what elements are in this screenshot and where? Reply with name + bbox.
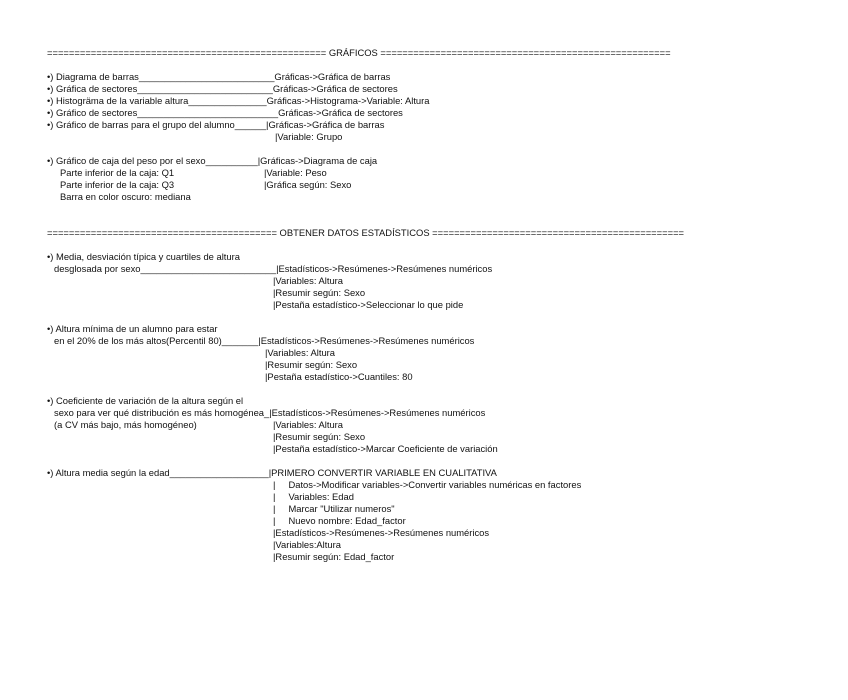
- text-line: •) Histogräma de la variable altura_______________Gráficas->Histograma->Variable: Altura: [47, 95, 430, 106]
- text-line: |Estadísticos->Resúmenes->Resúmenes numéricos: [273, 527, 490, 538]
- text-line: |Variable: Grupo: [275, 131, 343, 142]
- text-line: |Pestaña estadístico->Cuantiles: 80: [265, 371, 413, 382]
- text-line: | Marcar "Utilizar numeros": [273, 503, 395, 514]
- text-line: |Pestaña estadístico->Marcar Coeficiente de variación: [273, 443, 498, 454]
- text-line: |Variables: Altura: [265, 347, 336, 358]
- text-line: desglosada por sexo__________________________|Estadísticos->Resúmenes->Resúmenes numéricos: [54, 263, 493, 274]
- text-line: •) Coeficiente de variación de la altura según el: [47, 395, 244, 406]
- text-line: |Gráfica según: Sexo: [264, 179, 352, 190]
- text-line: |Pestaña estadístico->Seleccionar lo que pide: [273, 299, 464, 310]
- text-line: Parte inferior de la caja: Q1: [60, 167, 175, 178]
- text-line: =================================================== GRÁFICOS =====================================================: [47, 47, 671, 58]
- text-line: |Resumir según: Sexo: [265, 359, 358, 370]
- text-line: | Nuevo nombre: Edad_factor: [273, 515, 406, 526]
- text-line: |Resumir según: Sexo: [273, 431, 366, 442]
- text-line: (a CV más bajo, más homogéneo): [54, 419, 197, 430]
- text-line: Parte inferior de la caja: Q3: [60, 179, 175, 190]
- text-line: en el 20% de los más altos(Percentil 80)_______|Estadísticos->Resúmenes->Resúmenes numéricos: [54, 335, 475, 346]
- text-line: •) Gráfico de sectores___________________________Gráficas->Gráfica de sectores: [47, 107, 403, 118]
- text-line: •) Diagrama de barras__________________________Gráficas->Gráfica de barras: [47, 71, 391, 82]
- text-line: | Variables: Edad: [273, 491, 354, 502]
- text-line: |Resumir según: Edad_factor: [273, 551, 395, 562]
- text-line: •) Gráfica de sectores__________________________Gráficas->Gráfica de sectores: [47, 83, 398, 94]
- text-line: |Variables: Altura: [273, 419, 344, 430]
- text-line: •) Gráfico de caja del peso por el sexo__________|Gráficas->Diagrama de caja: [47, 155, 378, 166]
- text-line: | Datos->Modificar variables->Convertir variables numéricas en factores: [273, 479, 582, 490]
- text-line: |Variable: Peso: [264, 167, 327, 178]
- text-line: |Variables:Altura: [273, 539, 341, 550]
- text-line: •) Altura media según la edad___________________|PRIMERO CONVERTIR VARIABLE EN CUALITATIVA: [47, 467, 497, 478]
- text-line: |Resumir según: Sexo: [273, 287, 366, 298]
- text-line: |Variables: Altura: [273, 275, 344, 286]
- text-line: ========================================== OBTENER DATOS ESTADÍSTICOS ==============================================: [47, 227, 685, 238]
- text-line: •) Media, desviación típica y cuartiles de altura: [47, 251, 240, 262]
- text-line: •) Altura mínima de un alumno para estar: [47, 323, 218, 334]
- text-line: sexo para ver qué distribución es más homogénea_|Estadísticos->Resúmenes->Resúmenes numéricos: [54, 407, 486, 418]
- text-line: Barra en color oscuro: mediana: [60, 191, 191, 202]
- text-line: •) Gráfico de barras para el grupo del alumno______|Gráficas->Gráfica de barras: [47, 119, 385, 130]
